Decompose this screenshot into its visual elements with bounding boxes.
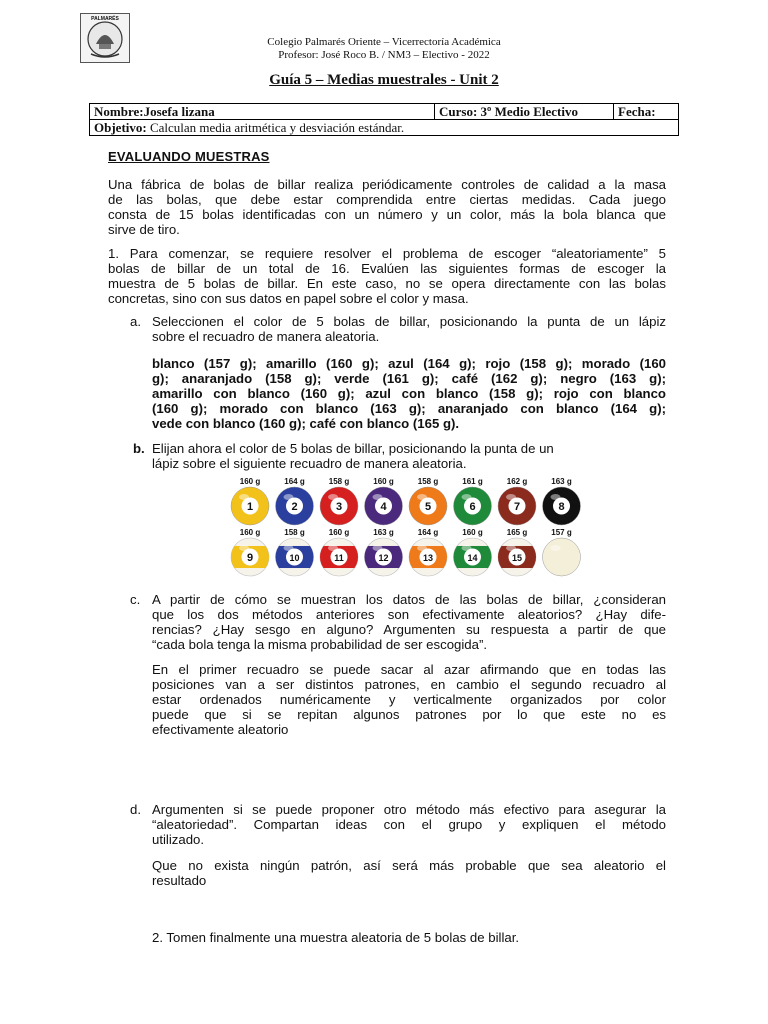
ball-number: 9 bbox=[246, 552, 254, 564]
ball-highlight bbox=[551, 545, 561, 551]
billiard-ball bbox=[276, 528, 314, 576]
ball-number: 8 bbox=[558, 501, 565, 513]
item-c-line: que los dos métodos anteriores son efectivamente aleatorios? ¿Hay dife- bbox=[152, 607, 666, 622]
intro-line: Una fábrica de bolas de billar realiza periódicamente controles de calidad a la masa bbox=[108, 177, 666, 192]
page-title: Guía 5 – Medias muestrales - Unit 2 bbox=[269, 72, 499, 88]
ball-highlight bbox=[373, 494, 383, 500]
ball-weight-label: 165 g bbox=[506, 528, 528, 537]
answer-line: puede que si se repitan algunos patrones por lo que este no es bbox=[152, 707, 666, 722]
item-c-line: “cada bola tenga la misma probabilidad de ser escogida”. bbox=[152, 637, 488, 652]
item-c-line: rencias? ¿Hay sesgo en alguno? Argumenten su respuesta a partir de que bbox=[152, 622, 666, 637]
ball-number: 5 bbox=[424, 501, 432, 513]
intro-line: de las bolas, que debe estar comprendida entre ciertas medidas. Cada juego bbox=[108, 192, 666, 207]
objective-cell bbox=[90, 120, 679, 136]
objective-text: Calculan media aritmética y desviación estándar. bbox=[146, 120, 405, 135]
ball-weight-label: 163 g bbox=[373, 528, 394, 537]
ball-weight-label: 160 g bbox=[239, 528, 261, 537]
item-d-line: Argumenten si se puede proponer otro método más efectivo para asegurar la bbox=[152, 802, 666, 817]
ball-list-line: blanco (157 g); amarillo (160 g); azul (164 g); rojo (158 g); morado (160 bbox=[152, 356, 666, 371]
ball-number: 7 bbox=[513, 501, 521, 513]
ball-number: 12 bbox=[378, 553, 389, 563]
item-a-line: sobre el recuadro de manera aleatoria. bbox=[152, 329, 380, 344]
billiard-ball bbox=[543, 528, 581, 576]
ball-list-line: (160 g); morado con blanco (163 g); anaranjado con blanco (164 g); bbox=[152, 401, 666, 416]
teacher-line: Profesor: José Roco B. / NM3 – Electivo - 2022 bbox=[278, 49, 490, 61]
ball-number: 6 bbox=[469, 501, 476, 513]
ball-weight-label: 161 g bbox=[462, 477, 483, 486]
item-c-label: c. bbox=[130, 592, 141, 607]
item-b bbox=[152, 441, 622, 471]
intro-line: sirve de tiro. bbox=[108, 222, 180, 237]
ball-number: 3 bbox=[335, 501, 343, 513]
item-b-label: b. bbox=[133, 441, 145, 456]
ball-weight-label: 160 g bbox=[328, 528, 350, 537]
item-d-label: d. bbox=[130, 802, 141, 817]
item-b-line: Elijan ahora el color de 5 bolas de billar, posicionando la punta de un bbox=[152, 441, 554, 456]
intro-line: consta de 15 bolas identificadas con un número y un color, más la bola blanca que bbox=[108, 207, 666, 222]
name-cell: Nombre:Josefa lizana bbox=[90, 104, 435, 120]
item-c-answer bbox=[152, 662, 666, 737]
school-name: Colegio Palmarés Oriente – Vicerrectoría Académica bbox=[267, 36, 501, 48]
ball-list-line: vede con blanco (160 g); café con blanco (165 g). bbox=[152, 416, 460, 431]
ball-number: 15 bbox=[511, 553, 523, 563]
ball-highlight bbox=[417, 545, 427, 551]
item-d-answer bbox=[152, 858, 666, 888]
question-1 bbox=[108, 246, 666, 306]
q1-line: 1. Para comenzar, se requiere resolver el problema de escoger “aleatoriamente” 5 bbox=[108, 246, 666, 261]
q1-line: concretas, sino con sus datos en papel sobre el color y masa. bbox=[108, 291, 469, 306]
question-2: 2. Tomen finalmente una muestra aleatoria de 5 bolas de billar. bbox=[152, 930, 520, 945]
answer-line: En el primer recuadro se puede sacar al azar afirmando que en todas las bbox=[152, 662, 666, 677]
date-cell: Fecha: bbox=[614, 104, 679, 120]
ball-weight-label: 157 g bbox=[551, 528, 572, 537]
billiard-ball bbox=[320, 528, 358, 576]
section-title: EVALUANDO MUESTRAS bbox=[108, 149, 270, 164]
logo-text: PALMARÉS bbox=[91, 16, 119, 22]
billiard-ball bbox=[409, 528, 447, 576]
billiard-ball bbox=[409, 477, 447, 525]
course-cell: Curso: 3º Medio Electivo bbox=[435, 104, 614, 120]
ball-highlight bbox=[328, 494, 338, 500]
billiard-ball bbox=[454, 528, 492, 576]
ball-weight-label: 163 g bbox=[551, 477, 572, 486]
billiard-ball bbox=[231, 477, 269, 525]
ball-number: 13 bbox=[422, 553, 434, 563]
ball-weight-label: 164 g bbox=[284, 477, 305, 486]
objective-label: Objetivo: bbox=[94, 120, 147, 135]
ball-highlight bbox=[506, 545, 516, 551]
item-c bbox=[152, 592, 666, 652]
item-c-line: A partir de cómo se muestran los datos de las bolas de billar, ¿consideran bbox=[152, 592, 666, 607]
item-d bbox=[152, 802, 666, 847]
intro-paragraph bbox=[108, 177, 666, 237]
ball-highlight bbox=[284, 545, 294, 551]
billiard-ball bbox=[498, 528, 536, 576]
answer-line: Que no exista ningún patrón, así será más probable que sea aleatorio el bbox=[152, 858, 666, 873]
answer-line: resultado bbox=[152, 873, 207, 888]
ball-number: 14 bbox=[467, 553, 478, 563]
q1-line: muestra de 5 bolas de billar. En este caso, no se opera directamente con las bolas bbox=[108, 276, 666, 291]
billiard-ball bbox=[454, 477, 492, 525]
ball-list-line: amarillo con blanco (160 g); azul con blanco (158 g); rojo con blanco bbox=[152, 386, 666, 401]
info-table bbox=[89, 103, 679, 136]
ball-list-line: g); anaranjado (158 g); verde (161 g); café (162 g); negro (163 g); bbox=[152, 371, 666, 386]
answer-line: efectivamente aleatorio bbox=[152, 722, 289, 737]
item-a bbox=[152, 314, 666, 344]
ball-number: 11 bbox=[334, 553, 344, 563]
ball-number: 2 bbox=[291, 501, 298, 513]
ball-highlight bbox=[328, 545, 338, 551]
item-b-line: lápiz sobre el siguiente recuadro de manera aleatoria. bbox=[152, 456, 467, 471]
ball-highlight bbox=[506, 494, 516, 500]
ball-number: 10 bbox=[289, 553, 300, 563]
ball-weight-label: 164 g bbox=[417, 528, 439, 537]
ball-list bbox=[152, 356, 666, 431]
item-a-label: a. bbox=[130, 314, 141, 329]
ball-body bbox=[543, 538, 581, 576]
item-d-line: “aleatoriedad”. Compartan ideas con el grupo y expliquen el método bbox=[152, 817, 666, 832]
ball-weight-label: 162 g bbox=[506, 477, 528, 486]
q1-line: bolas de billar de un total de 16. Evalúen las siguientes formas de escoger la bbox=[108, 261, 666, 276]
ball-number: 4 bbox=[380, 501, 387, 513]
ball-highlight bbox=[373, 545, 383, 551]
billiard-balls-image bbox=[228, 473, 584, 579]
ball-highlight bbox=[284, 494, 294, 500]
billiard-ball bbox=[365, 528, 403, 576]
item-a-line: Seleccionen el color de 5 bolas de billar, posicionando la punta de un lápiz bbox=[152, 314, 666, 329]
billiard-ball bbox=[498, 477, 536, 525]
ball-weight-label: 160 g bbox=[373, 477, 394, 486]
ball-weight-label: 158 g bbox=[417, 477, 439, 486]
ball-highlight bbox=[417, 494, 427, 500]
answer-line: estar ordenados numéricamente y verticalmente organizados por color bbox=[152, 692, 666, 707]
ball-weight-label: 158 g bbox=[284, 528, 305, 537]
ball-highlight bbox=[239, 494, 249, 500]
ball-weight-label: 160 g bbox=[462, 528, 483, 537]
ball-highlight bbox=[462, 494, 472, 500]
answer-line: posiciones van a ser distintos patrones, en cambio el segundo recuadro al bbox=[152, 677, 666, 692]
item-d-line: utilizado. bbox=[152, 832, 205, 847]
billiard-ball bbox=[231, 528, 269, 576]
ball-weight-label: 160 g bbox=[239, 477, 261, 486]
ball-highlight bbox=[462, 545, 472, 551]
billiard-ball bbox=[320, 477, 358, 525]
ball-highlight bbox=[551, 494, 561, 500]
ball-highlight bbox=[239, 545, 249, 551]
ball-number: 1 bbox=[246, 501, 254, 513]
billiard-ball bbox=[365, 477, 403, 525]
billiard-ball bbox=[543, 477, 581, 525]
billiard-ball bbox=[276, 477, 314, 525]
ball-weight-label: 158 g bbox=[328, 477, 350, 486]
